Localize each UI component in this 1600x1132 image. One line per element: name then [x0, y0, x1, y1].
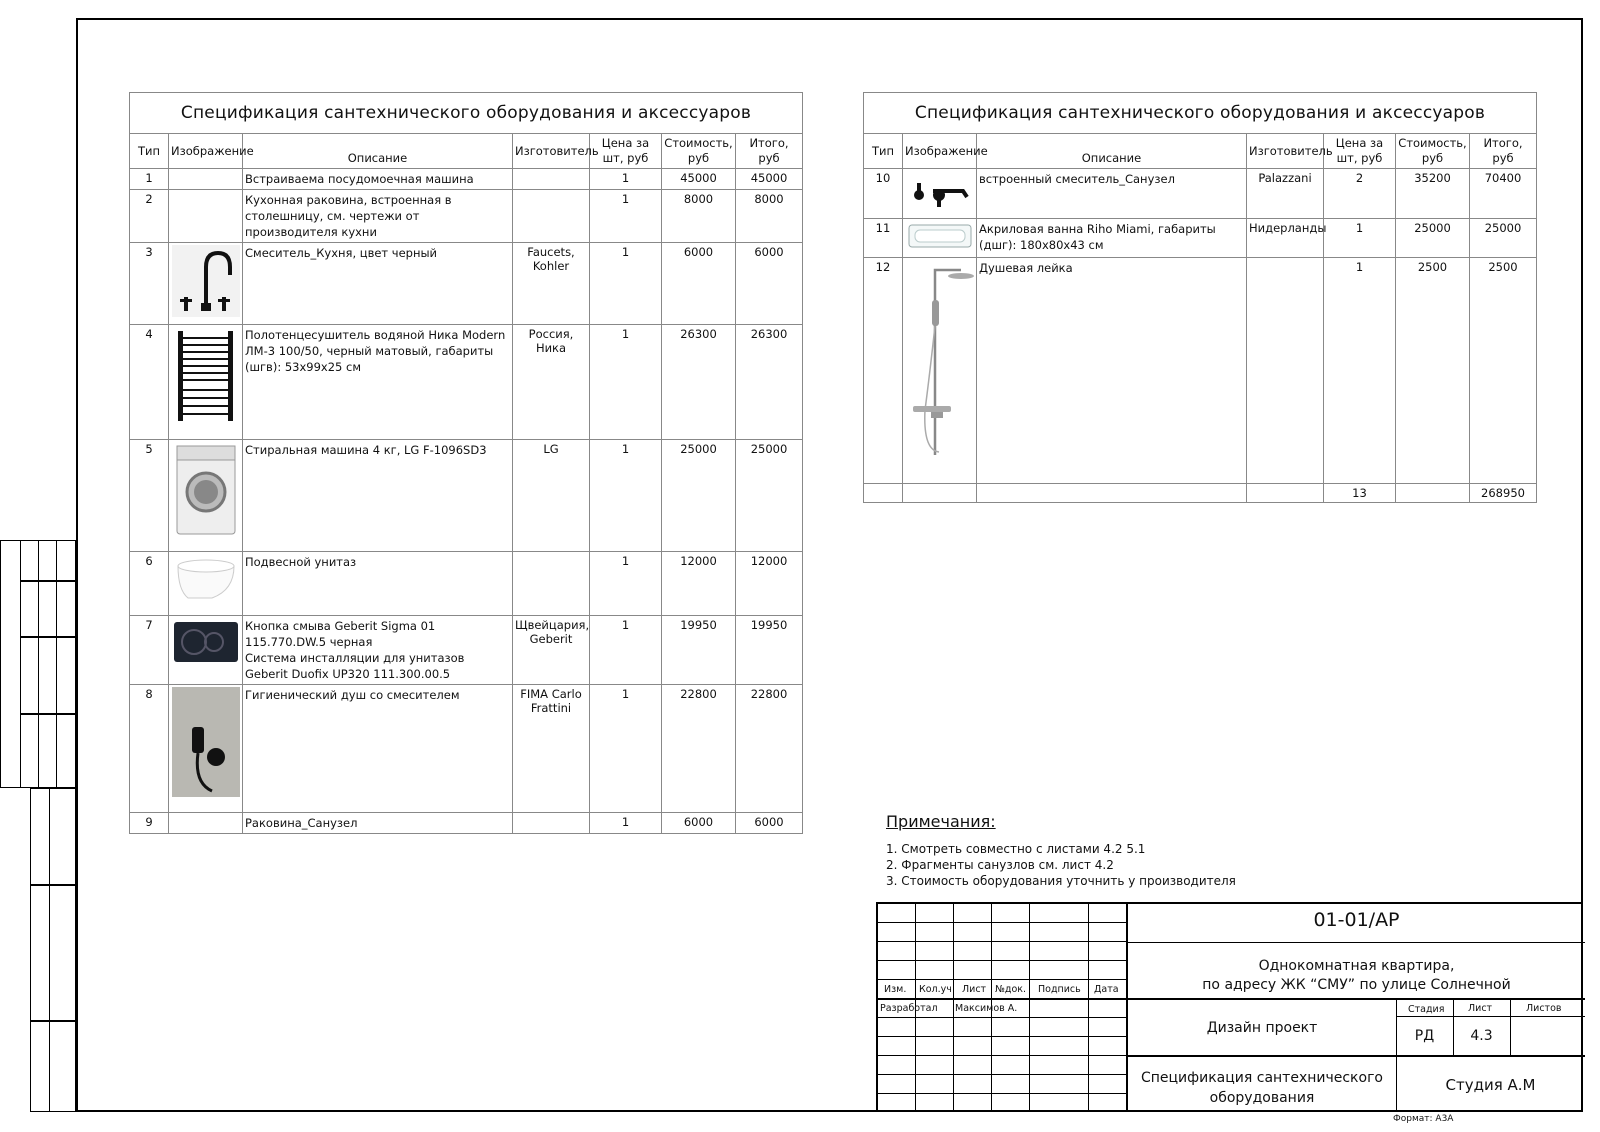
row-maker: Palazzani: [1247, 169, 1324, 219]
row-total: 22800: [736, 685, 803, 813]
row-number: 8: [130, 685, 169, 813]
row-cost: 8000: [662, 190, 736, 243]
stage-value: РД: [1414, 1028, 1435, 1044]
row-number: 7: [130, 616, 169, 685]
row-qty: 1: [590, 552, 662, 616]
row-number: 6: [130, 552, 169, 616]
col-izm: Изм.: [884, 984, 907, 995]
header-image: Изображение: [169, 134, 243, 169]
row-cost: 35200: [1396, 169, 1470, 219]
row-description: Душевая лейка: [977, 258, 1247, 484]
table-row: [130, 616, 803, 685]
summary-total: 268950: [1470, 484, 1537, 503]
row-description: Стиральная машина 4 кг, LG F-1096SD3: [243, 440, 513, 552]
row-description: Подвесной унитаз: [243, 552, 513, 616]
row-number: 4: [130, 325, 169, 440]
summary-row: [864, 484, 1537, 503]
row-number: 3: [130, 243, 169, 325]
washing-machine-icon: [173, 527, 239, 541]
sheet-title-line-1: Спецификация сантехнического: [1140, 1070, 1384, 1086]
row-maker: [513, 169, 590, 190]
row-cost: 6000: [662, 813, 736, 834]
row-image: [169, 243, 243, 325]
row-maker: [513, 552, 590, 616]
bathtub-icon: [907, 240, 973, 254]
header-cost: Стоимость, руб: [1396, 134, 1470, 169]
header-description: Описание: [243, 134, 513, 169]
row-maker: Щвейцария, Geberit: [513, 616, 590, 685]
row-qty: 1: [590, 685, 662, 813]
row-qty: 2: [1324, 169, 1396, 219]
row-image: [169, 813, 243, 834]
row-description: Кухонная раковина, встроенная в столешницу, см. чертежи от производителя кухни: [243, 190, 513, 243]
header-cost: Стоимость, руб: [662, 134, 736, 169]
author-name: Максимов А.: [955, 1003, 1018, 1014]
row-qty: 1: [590, 325, 662, 440]
row-cost: 25000: [662, 440, 736, 552]
row-total: 2500: [1470, 258, 1537, 484]
row-description: Полотенцесушитель водяной Ника Modern ЛМ-3 100/50, черный матовый, габариты (шгв): 53х99х25 см: [243, 325, 513, 440]
table-row: [130, 685, 803, 813]
row-number: 11: [864, 219, 903, 258]
header-type: Тип: [864, 134, 903, 169]
table-row: [864, 219, 1537, 258]
row-image: [903, 258, 977, 484]
row-cost: 25000: [1396, 219, 1470, 258]
row-cost: 26300: [662, 325, 736, 440]
row-qty: 1: [1324, 258, 1396, 484]
row-total: 6000: [736, 243, 803, 325]
row-total: 8000: [736, 190, 803, 243]
row-description: Гигиенический душ со смесителем: [243, 685, 513, 813]
row-image: [903, 219, 977, 258]
table-row: [864, 258, 1537, 484]
table-row: [130, 243, 803, 325]
developed-label: Разработал: [880, 1003, 938, 1014]
row-image: [169, 440, 243, 552]
row-image: [169, 325, 243, 440]
row-number: 5: [130, 440, 169, 552]
towel-rail-icon: [172, 414, 240, 428]
header-total: Итого, руб: [736, 134, 803, 169]
table-header-row: [864, 134, 1537, 169]
row-description: Раковина_Санузел: [243, 813, 513, 834]
col-list: Лист: [962, 984, 987, 995]
side-stamp-strip: [0, 540, 76, 1112]
note-item: 2. Фрагменты санузлов см. лист 4.2: [886, 858, 1114, 872]
row-qty: 1: [590, 190, 662, 243]
spec-table-right: [863, 92, 1537, 503]
row-number: 2: [130, 190, 169, 243]
header-type: Тип: [130, 134, 169, 169]
row-total: 25000: [1470, 219, 1537, 258]
row-maker: Нидерланды: [1247, 219, 1324, 258]
row-qty: 1: [590, 440, 662, 552]
col-data: Дата: [1094, 984, 1119, 995]
row-description: встроенный смеситель_Санузел: [977, 169, 1247, 219]
faucet-icon: [172, 306, 240, 320]
row-description: Акриловая ванна Riho Miami, габариты (дшг): 180х80х43 см: [977, 219, 1247, 258]
table-row: [130, 169, 803, 190]
document-code: 01-01/АР: [1313, 909, 1400, 931]
header-price: Цена за шт, руб: [1324, 134, 1396, 169]
row-description: Кнопка смыва Geberit Sigma 01 115.770.DW.5 черная Система инсталляции для унитазов Geberit Duofix UP320 111.300.00.5: [243, 616, 513, 685]
row-image: [169, 552, 243, 616]
row-cost: 19950: [662, 616, 736, 685]
table-row: [130, 813, 803, 834]
row-maker: FIMA Carlo Frattini: [513, 685, 590, 813]
title-block: [876, 902, 1583, 1112]
col-podpis: Подпись: [1038, 984, 1081, 995]
row-number: 1: [130, 169, 169, 190]
row-number: 10: [864, 169, 903, 219]
note-item: 1. Смотреть совместно с листами 4.2 5.1: [886, 842, 1146, 856]
header-total: Итого, руб: [1470, 134, 1537, 169]
spec-table-left: [129, 92, 803, 834]
row-image: [169, 190, 243, 243]
table-row: [130, 440, 803, 552]
stage-label: Стадия: [1408, 1004, 1445, 1015]
format-label: Формат: А3А: [1393, 1114, 1454, 1124]
toilet-icon: [172, 597, 240, 611]
row-cost: 22800: [662, 685, 736, 813]
header-price: Цена за шт, руб: [590, 134, 662, 169]
sheet-value: 4.3: [1470, 1028, 1493, 1044]
project-line-1: Однокомнатная квартира,: [1258, 958, 1455, 974]
row-total: 26300: [736, 325, 803, 440]
header-image: Изображение: [903, 134, 977, 169]
header-description: Описание: [977, 134, 1247, 169]
row-qty: 1: [590, 616, 662, 685]
project-line-2: по адресу ЖК “СМУ” по улице Солнечной: [1202, 977, 1511, 993]
row-cost: 2500: [1396, 258, 1470, 484]
header-maker: Изготовитель: [1247, 134, 1324, 169]
row-maker: Россия, Ника: [513, 325, 590, 440]
row-maker: LG: [513, 440, 590, 552]
table-row: [864, 169, 1537, 219]
table-title: Спецификация сантехнического оборудования и аксессуаров: [864, 93, 1537, 134]
sheets-label: Листов: [1526, 1003, 1562, 1014]
table-row: [130, 190, 803, 243]
stage-name: Дизайн проект: [1206, 1020, 1318, 1036]
row-cost: 45000: [662, 169, 736, 190]
row-total: 6000: [736, 813, 803, 834]
flush-button-icon: [172, 655, 240, 669]
row-total: 70400: [1470, 169, 1537, 219]
row-qty: 1: [1324, 219, 1396, 258]
row-qty: 1: [590, 169, 662, 190]
row-image: [169, 169, 243, 190]
table-row: [130, 552, 803, 616]
table-title: Спецификация сантехнического оборудования и аксессуаров: [130, 93, 803, 134]
col-koluch: Кол.уч: [919, 984, 952, 995]
row-maker: [513, 813, 590, 834]
note-item: 3. Стоимость оборудования уточнить у производителя: [886, 874, 1236, 888]
row-cost: 12000: [662, 552, 736, 616]
row-total: 19950: [736, 616, 803, 685]
wall-mixer-icon: [907, 200, 973, 214]
row-total: 45000: [736, 169, 803, 190]
hygienic-shower-icon: [172, 786, 240, 800]
header-maker: Изготовитель: [513, 134, 590, 169]
row-maker: [513, 190, 590, 243]
row-cost: 6000: [662, 243, 736, 325]
studio-name: Студия А.М: [1445, 1076, 1536, 1094]
row-description: Смеситель_Кухня, цвет черный: [243, 243, 513, 325]
row-description: Встраиваема посудомоечная машина: [243, 169, 513, 190]
col-ndok: №док.: [995, 984, 1027, 995]
shower-column-icon: [905, 449, 975, 463]
sheet-label: Лист: [1468, 1003, 1493, 1014]
notes-title: Примечания:: [886, 812, 996, 831]
row-total: 25000: [736, 440, 803, 552]
notes: [886, 812, 1236, 889]
row-qty: 1: [590, 813, 662, 834]
row-qty: 1: [590, 243, 662, 325]
row-total: 12000: [736, 552, 803, 616]
row-image: [169, 685, 243, 813]
sheet-title-line-2: оборудования: [1209, 1090, 1315, 1106]
table-header-row: [130, 134, 803, 169]
row-number: 12: [864, 258, 903, 484]
row-image: [169, 616, 243, 685]
row-image: [903, 169, 977, 219]
row-maker: Faucets, Kohler: [513, 243, 590, 325]
row-number: 9: [130, 813, 169, 834]
summary-qty: 13: [1324, 484, 1396, 503]
row-maker: [1247, 258, 1324, 484]
table-row: [130, 325, 803, 440]
